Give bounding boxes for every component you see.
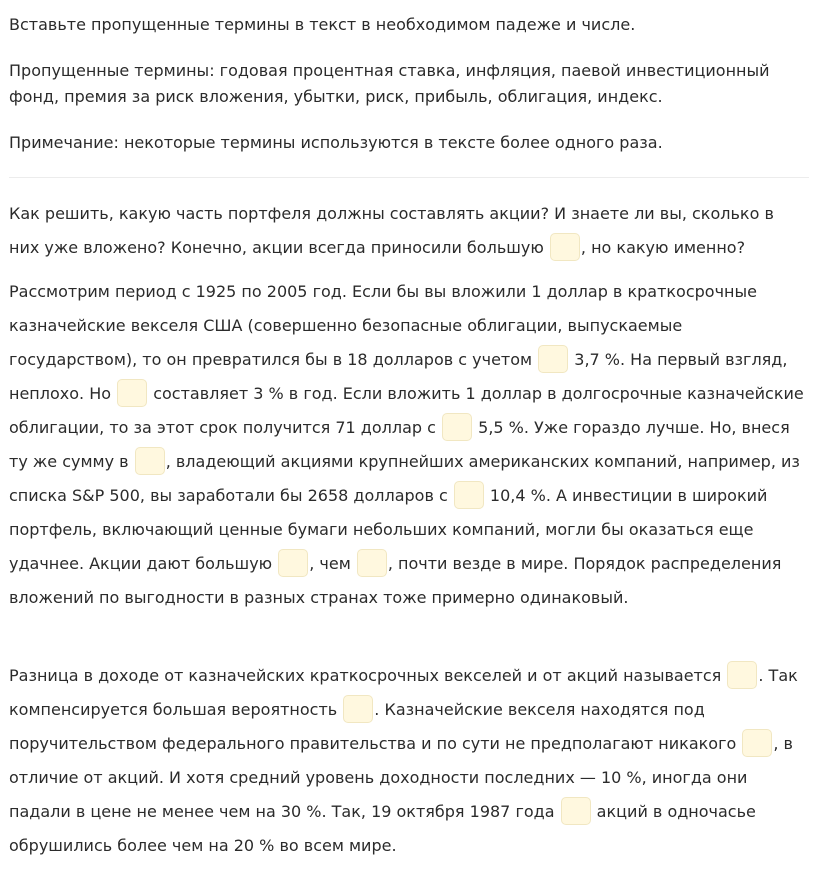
text-segment: , чем xyxy=(309,554,356,573)
task-paragraph-1 xyxy=(9,197,809,265)
answer-blank-8[interactable] xyxy=(357,549,387,577)
answer-blank-12[interactable] xyxy=(561,797,591,825)
instruction-text: Вставьте пропущенные термины в текст в необходимом падеже и числе. xyxy=(9,15,636,34)
divider xyxy=(9,177,809,178)
answer-blank-10[interactable] xyxy=(343,695,373,723)
answer-blank-5[interactable] xyxy=(135,447,165,475)
text-segment: 3,7 %. На первый взгляд, неплохо. Но xyxy=(9,350,788,403)
text-segment: , но какую именно? xyxy=(580,238,746,257)
task-paragraph-3 xyxy=(9,659,809,863)
answer-blank-6[interactable] xyxy=(454,481,484,509)
answer-blank-9[interactable] xyxy=(727,661,757,689)
answer-blank-11[interactable] xyxy=(742,729,772,757)
text-segment: , в отличие от акций. И хотя средний уровень доходности последних — 10 %, иногда они падали в цене не менее чем на 30 %. Так, 19 октября 1987 года xyxy=(9,734,793,821)
answer-blank-2[interactable] xyxy=(538,345,568,373)
missing-terms-list: Пропущенные термины: годовая процентная ставка, инфляция, паевой инвестиционный фонд, премия за риск вложения, убытки, риск, прибыль, облигация, индекс. xyxy=(9,61,770,106)
note-text: Примечание: некоторые термины используются в тексте более одного раза. xyxy=(9,133,663,152)
text-segment: акций в одночасье обрушились более чем на 20 % во всем мире. xyxy=(9,802,756,855)
text-segment: . Казначейские векселя находятся под поручительством федерального правительства и по сути не предполагают никакого xyxy=(9,700,742,753)
text-segment: , владеющий акциями крупнейших американских компаний, например, из списка S&P 500, вы заработали бы 2658 долларов с xyxy=(9,452,800,505)
text-segment: 10,4 %. А инвестиции в широкий портфель, включающий ценные бумаги небольших компаний, могли бы оказаться еще удачнее. Акции дают большую xyxy=(9,486,768,573)
text-segment: составляет 3 % в год. Если вложить 1 доллар в долгосрочные казначейские облигации, то за этот срок получится 71 доллар с xyxy=(9,384,804,437)
text-segment: 5,5 %. Уже гораздо лучше. Но, внеся ту же сумму в xyxy=(9,418,790,471)
text-segment: Как решить, какую часть портфеля должны составлять акции? И знаете ли вы, сколько в них уже вложено? Конечно, акции всегда приносили большую xyxy=(9,204,774,257)
answer-blank-7[interactable] xyxy=(278,549,308,577)
text-segment: Рассмотрим период с 1925 по 2005 год. Если бы вы вложили 1 доллар в краткосрочные казначейские векселя США (совершенно безопасные облигации, выпускаемые государством), то он превратился бы в 18 долларов с учетом xyxy=(9,282,757,369)
answer-blank-4[interactable] xyxy=(442,413,472,441)
task-paragraph-2 xyxy=(9,275,809,615)
text-segment: . Так компенсируется большая вероятность xyxy=(9,666,798,719)
text-segment: Разница в доходе от казначейских краткосрочных векселей и от акций называется xyxy=(9,666,727,685)
answer-blank-1[interactable] xyxy=(550,233,580,261)
text-segment: , почти везде в мире. Порядок распределения вложений по выгодности в разных странах тоже примерно одинаковый. xyxy=(9,554,782,607)
answer-blank-3[interactable] xyxy=(117,379,147,407)
